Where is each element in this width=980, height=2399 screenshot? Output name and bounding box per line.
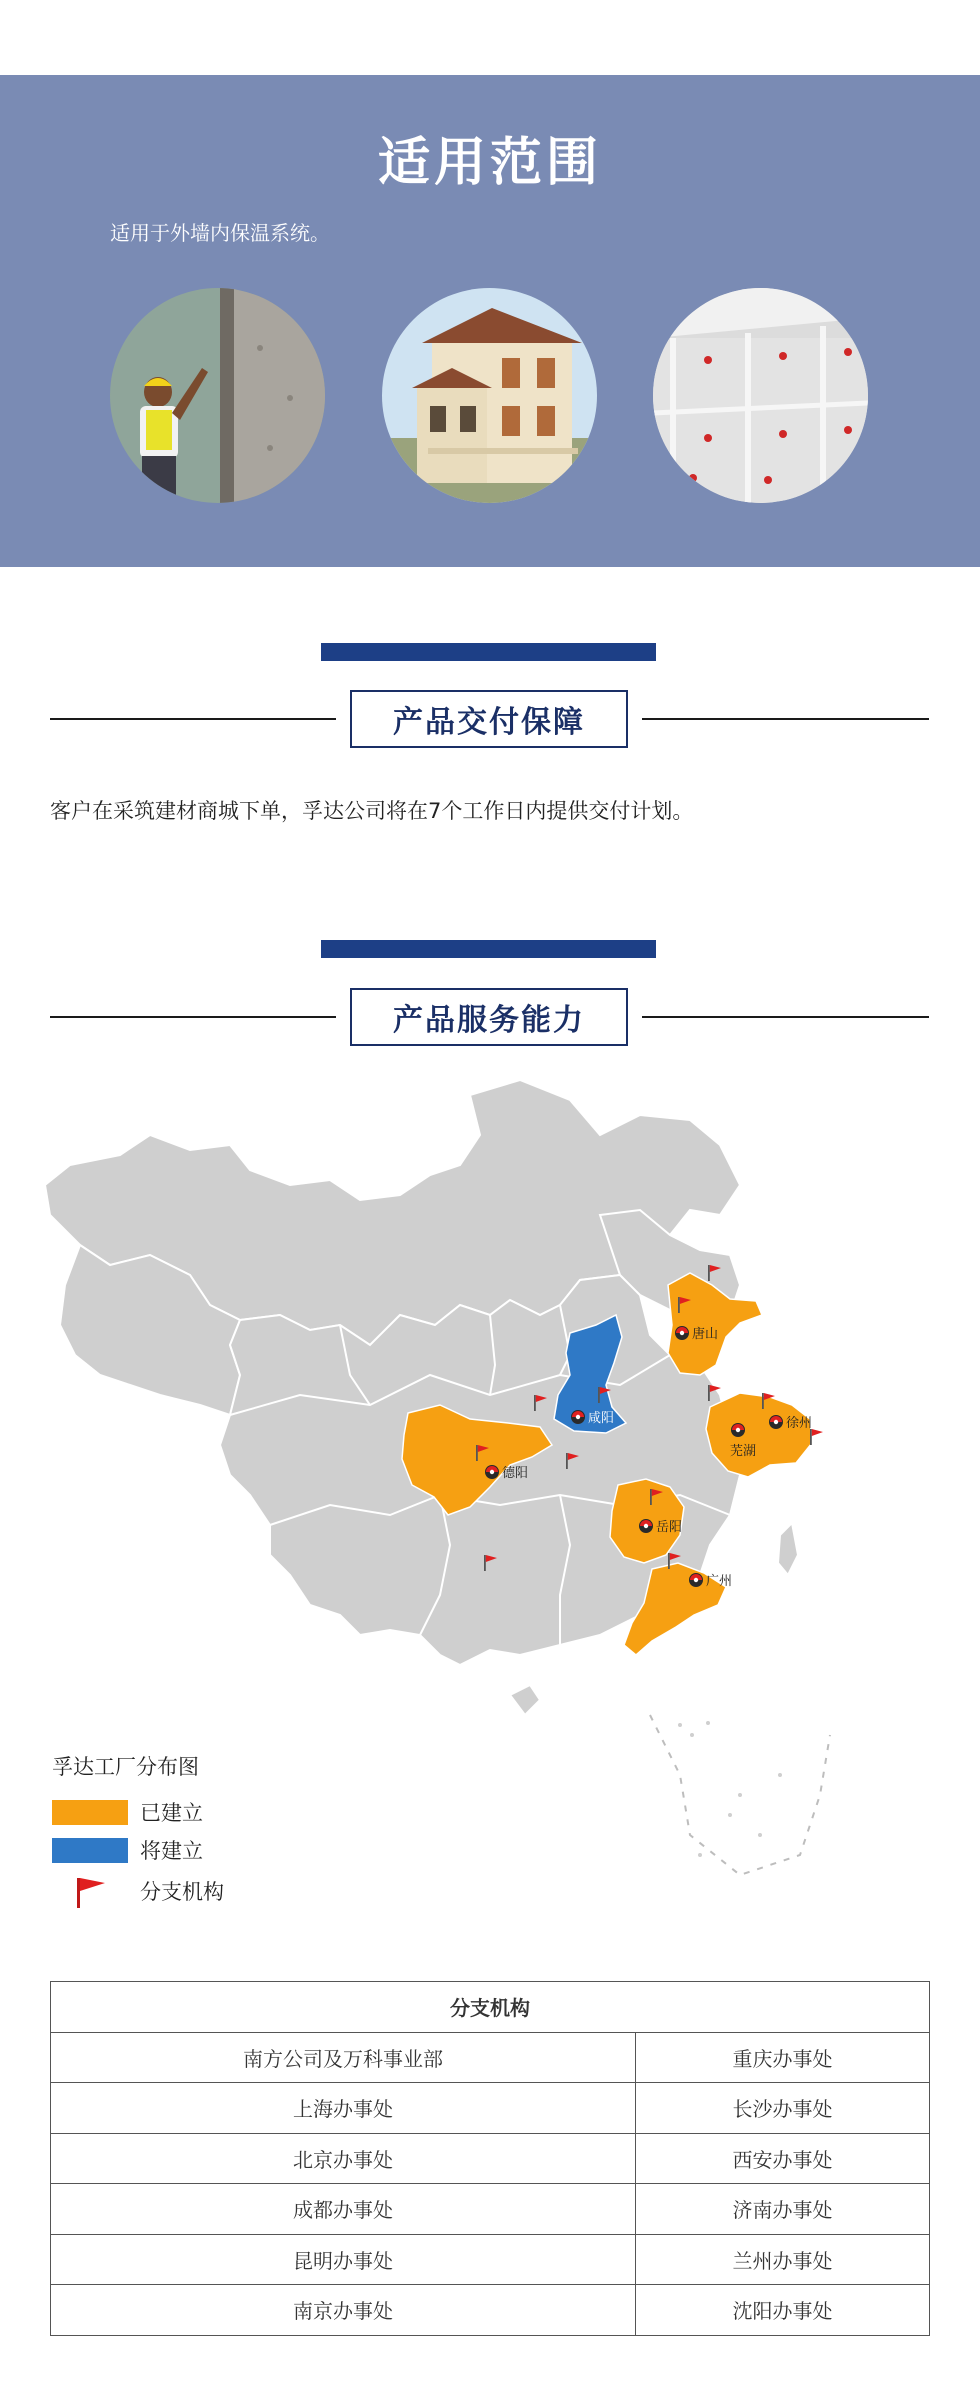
service-divider-right xyxy=(642,1016,929,1018)
service-divider-left xyxy=(50,1016,336,1018)
legend-planned-swatch xyxy=(52,1838,128,1863)
city-tangshan: 唐山 xyxy=(692,1327,719,1342)
service-heading: 产品服务能力 xyxy=(350,988,628,1046)
table-row xyxy=(51,2184,930,2235)
region-xuzhou-wuhu xyxy=(706,1393,812,1477)
delivery-text: 客户在采筑建材商城下单，孚达公司将在7个工作日内提供交付计划。 xyxy=(50,799,694,823)
scope-section xyxy=(0,75,980,567)
delivery-heading: 产品交付保障 xyxy=(350,690,628,748)
region-tangshan xyxy=(668,1273,762,1375)
delivery-divider-right xyxy=(642,718,929,720)
villa-building-photo xyxy=(382,288,597,503)
pin-tangshan xyxy=(675,1326,718,1342)
branch-cell: 长沙办事处 xyxy=(636,2083,930,2134)
table-row xyxy=(51,2032,930,2083)
branch-cell: 昆明办事处 xyxy=(51,2234,636,2285)
branch-cell: 兰州办事处 xyxy=(636,2234,930,2285)
branch-cell: 重庆办事处 xyxy=(636,2032,930,2083)
pin-yueyang xyxy=(639,1519,682,1535)
pin-deyang xyxy=(485,1465,528,1481)
table-row xyxy=(51,2133,930,2184)
scope-description: 适用于外墙内保温系统。 xyxy=(110,221,330,245)
worker-installing-wall-photo xyxy=(110,288,325,503)
branch-cell: 成都办事处 xyxy=(51,2184,636,2235)
branch-cell: 济南办事处 xyxy=(636,2184,930,2235)
table-row xyxy=(51,2083,930,2134)
scope-title: 适用范围 xyxy=(377,133,602,193)
branch-table xyxy=(50,1981,930,2336)
insulated-wall-panels-photo xyxy=(653,288,868,503)
pin-xuzhou xyxy=(769,1415,812,1431)
pin-xianyang xyxy=(571,1410,614,1426)
legend-title: 孚达工厂分布图 xyxy=(52,1755,199,1779)
table-row xyxy=(51,2285,930,2336)
legend-built-label: 已建立 xyxy=(140,1801,203,1825)
city-wuhu: 芜湖 xyxy=(730,1444,757,1459)
branch-cell: 北京办事处 xyxy=(51,2133,636,2184)
city-xuzhou: 徐州 xyxy=(786,1416,813,1431)
city-yueyang: 岳阳 xyxy=(656,1520,683,1535)
legend-built-swatch xyxy=(52,1800,128,1825)
city-deyang: 德阳 xyxy=(502,1466,529,1481)
city-guangzhou: 广州 xyxy=(706,1574,733,1589)
branch-cell: 西安办事处 xyxy=(636,2133,930,2184)
legend-branch-label: 分支机构 xyxy=(140,1880,224,1904)
branch-cell: 上海办事处 xyxy=(51,2083,636,2134)
delivery-divider-left xyxy=(50,718,336,720)
branch-cell: 沈阳办事处 xyxy=(636,2285,930,2336)
legend-planned-label: 将建立 xyxy=(140,1839,203,1863)
city-xianyang: 咸阳 xyxy=(588,1411,615,1426)
table-row xyxy=(51,2234,930,2285)
branch-cell: 南京办事处 xyxy=(51,2285,636,2336)
flag-icon xyxy=(52,1876,128,1906)
legend-branch xyxy=(52,1876,224,1906)
service-accent-bar xyxy=(321,940,656,958)
pin-guangzhou xyxy=(689,1573,732,1589)
branch-table-header: 分支机构 xyxy=(51,1982,930,2033)
branch-cell: 南方公司及万科事业部 xyxy=(51,2032,636,2083)
legend-planned xyxy=(52,1835,203,1865)
delivery-accent-bar xyxy=(321,643,656,661)
legend-built xyxy=(52,1797,203,1827)
